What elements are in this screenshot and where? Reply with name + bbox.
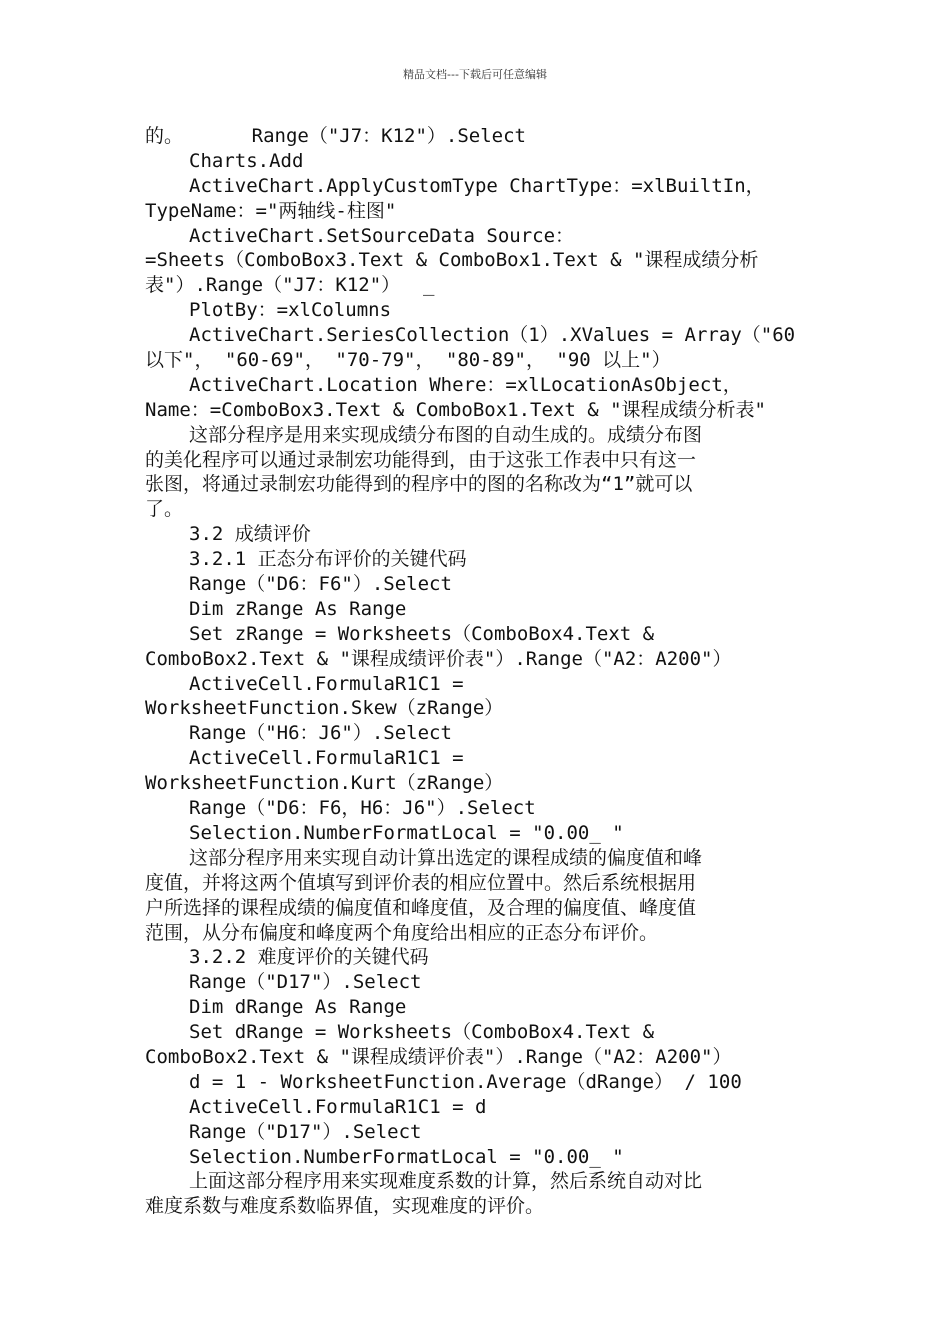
text-line: 户所选择的课程成绩的偏度值和峰度值，及合理的偏度值、峰度值 — [145, 896, 697, 919]
text-line: WorksheetFunction.Kurt（zRange） — [145, 772, 504, 795]
text-line: Name：=ComboBox3.Text & ComboBox1.Text & "课程成绩分析表" — [145, 398, 766, 421]
text-line: PlotBy：=xlColumns — [189, 299, 392, 322]
text-line: 这部分程序用来实现自动计算出选定的课程成绩的偏度值和峰 — [189, 846, 703, 869]
text-line: Selection.NumberFormatLocal = "0.00_ " — [189, 821, 624, 844]
text-line: Range（"D6：F6，H6：J6"）.Select — [189, 797, 536, 820]
page-header: 精品文档---下载后可任意编辑 — [403, 68, 547, 81]
text-line: 难度系数与难度系数临界值，实现难度的评价。 — [145, 1195, 545, 1218]
text-line: Dim zRange As Range — [189, 597, 407, 620]
text-line: Range（"D6：F6"）.Select — [189, 573, 452, 596]
text-line: ActiveChart.SetSourceData Source： — [189, 224, 575, 247]
text-line: ActiveChart.SeriesCollection（1）.XValues = Array（"60 — [189, 324, 796, 347]
text-line: 度值，并将这两个值填写到评价表的相应位置中。然后系统根据用 — [145, 871, 697, 894]
document-body — [145, 124, 810, 1219]
text-line: ActiveCell.FormulaR1C1 = — [189, 747, 464, 770]
text-line: 3.2.2 难度评价的关键代码 — [189, 946, 429, 969]
text-line: Set dRange = Worksheets（ComboBox4.Text & — [189, 1021, 655, 1044]
text-line: Charts.Add — [189, 149, 304, 172]
text-line: d = 1 - WorksheetFunction.Average（dRange） / 100 — [189, 1070, 742, 1093]
text-line: 上面这部分程序用来实现难度系数的计算，然后系统自动对比 — [189, 1170, 703, 1193]
text-line: Selection.NumberFormatLocal = "0.00_ " — [189, 1145, 624, 1168]
text-line: Set zRange = Worksheets（ComboBox4.Text & — [189, 622, 655, 645]
text-line: Range（"H6：J6"）.Select — [189, 722, 452, 745]
text-line: 以下"， "60-69"， "70-79"， "80-89"， "90 以上"） — [145, 349, 671, 372]
text-line: 的。 Range（"J7：K12"）.Select — [145, 125, 526, 147]
text-line: Range（"D17"）.Select — [189, 971, 422, 994]
text-line: ComboBox2.Text & "课程成绩评价表"）.Range（"A2：A200"） — [145, 647, 732, 670]
text-line: =Sheets（ComboBox3.Text & ComboBox1.Text & "课程成绩分析 — [145, 249, 759, 272]
text-line: 这部分程序是用来实现成绩分布图的自动生成的。成绩分布图 — [189, 423, 703, 446]
text-line: ActiveCell.FormulaR1C1 = d — [189, 1095, 487, 1118]
text-line: ComboBox2.Text & "课程成绩评价表"）.Range（"A2：A200"） — [145, 1045, 732, 1068]
text-line: WorksheetFunction.Skew（zRange） — [145, 697, 504, 720]
text-line: 的美化程序可以通过录制宏功能得到，由于这张工作表中只有这一 — [145, 448, 697, 471]
text-line: 3.2 成绩评价 — [189, 523, 311, 546]
text-line: ActiveChart.ApplyCustomType ChartType：=xlBuiltIn， — [189, 174, 765, 197]
text-line: 了。 — [145, 498, 184, 521]
text-line: 范围，从分布偏度和峰度两个角度给出相应的正态分布评价。 — [145, 921, 659, 944]
text-line: Dim dRange As Range — [189, 996, 407, 1019]
text-line: TypeName：="两轴线-柱图" — [145, 199, 397, 222]
text-line: 张图，将通过录制宏功能得到的程序中的图的名称改为“1”就可以 — [145, 473, 693, 496]
text-line: 3.2.1 正态分布评价的关键代码 — [189, 548, 467, 571]
text-line: 表"）.Range（"J7：K12"） _ — [145, 274, 435, 297]
text-line: ActiveCell.FormulaR1C1 = — [189, 672, 464, 695]
text-line: ActiveChart.Location Where：=xlLocationAsObject， — [189, 373, 742, 396]
text-line: Range（"D17"）.Select — [189, 1120, 422, 1143]
